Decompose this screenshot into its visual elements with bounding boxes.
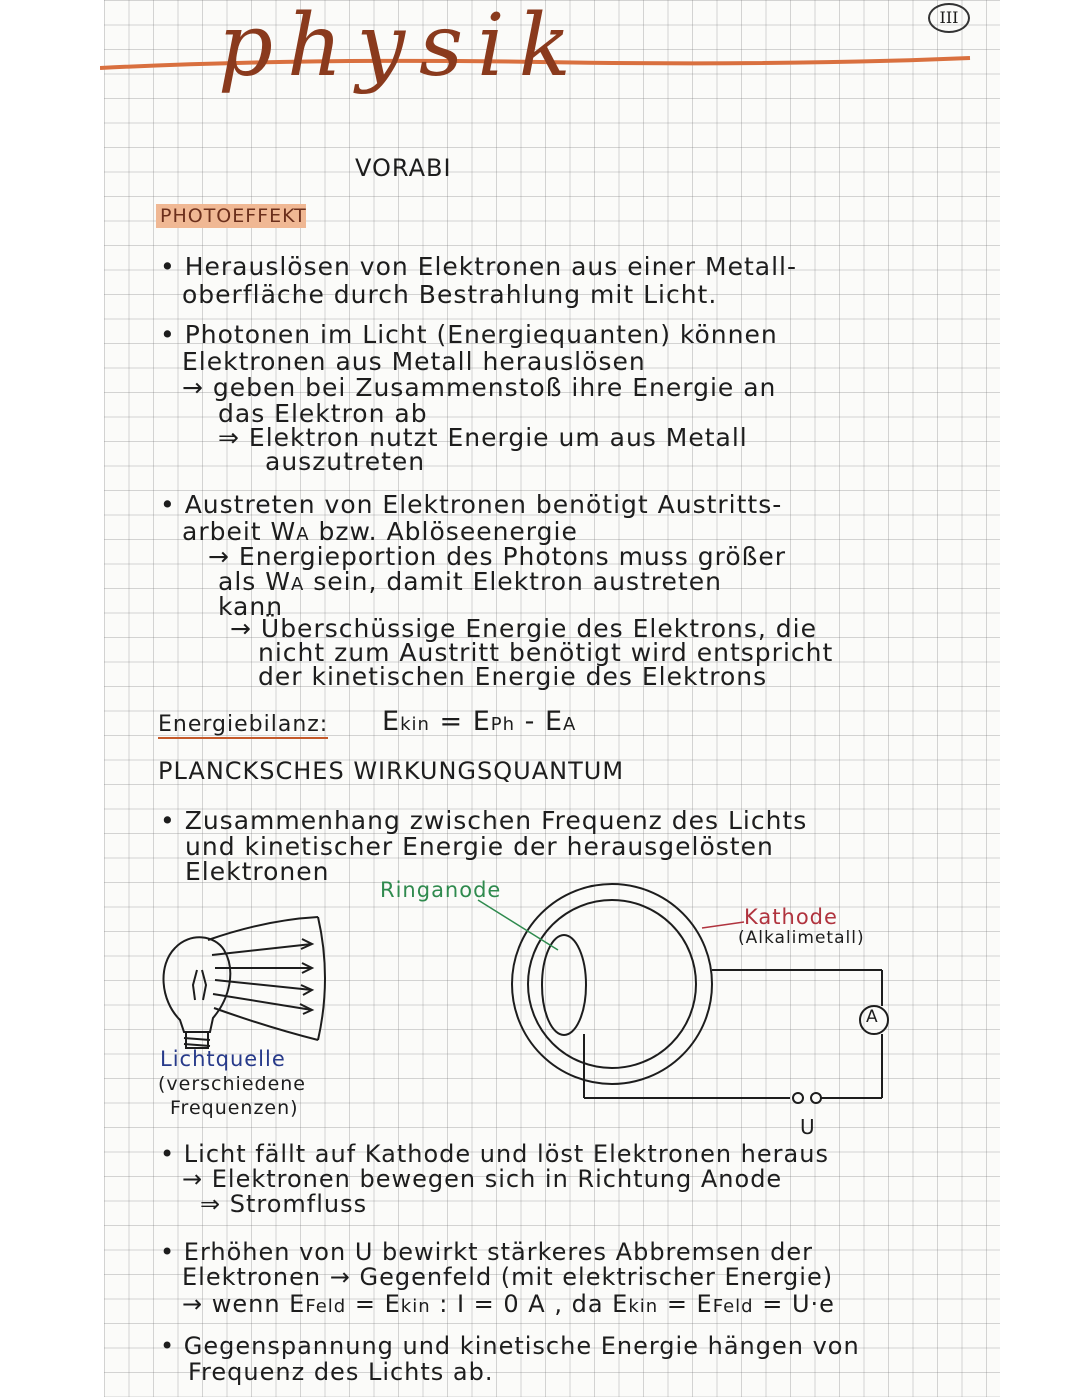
bullet3-line6: → Überschüssige Energie des Elektrons, die (230, 614, 817, 643)
when-eq: = E (346, 1290, 401, 1318)
page-title: physik (218, 0, 585, 96)
label-lichtquelle: Lichtquelle (160, 1047, 286, 1071)
bullet4-line1: • Zusammenhang zwischen Frequenz des Lichts (160, 806, 808, 835)
bullet3-sein: sein, damit Elektron austreten (304, 567, 722, 596)
bullet3-arbeit: arbeit W (182, 517, 297, 546)
bullet3-wa-sub2: A (290, 574, 305, 595)
label-ammeter: A (866, 1007, 879, 1027)
formula-eq: = E (429, 706, 491, 737)
formula-ph: Ph (490, 714, 516, 735)
when-tail: = U·e (753, 1290, 835, 1318)
when-line (182, 1290, 835, 1318)
bullet3-line5: kann (218, 592, 284, 621)
formula-minus: - E (515, 706, 563, 737)
bullet3-line3: → Energieportion des Photons muss größer (208, 542, 787, 571)
bullet3-als: als W (218, 567, 291, 596)
bullet1-line1: • Herauslösen von Elektronen aus einer Metall- (160, 252, 798, 281)
formula-e: E (382, 706, 401, 737)
when-feld2: Feld (712, 1296, 754, 1317)
circuit-wires (584, 970, 882, 1098)
section-heading-planck: PLANCKSCHES WIRKUNGSQUANTUM (158, 757, 625, 785)
label-kathode: Kathode (744, 905, 838, 929)
terminal-left (793, 1093, 803, 1103)
bullet5-line2: → Elektronen bewegen sich in Richtung Anode (182, 1165, 783, 1193)
section-heading-photoeffekt: PHOTOEFFEKT (160, 205, 307, 227)
bullet7-line2: Frequenz des Lichts ab. (188, 1358, 494, 1386)
bullet3-line1: • Austreten von Elektronen benötigt Austritts- (160, 490, 783, 519)
terminal-right (811, 1093, 821, 1103)
ring-anode-shape (542, 935, 586, 1035)
bullet4-line3: Elektronen (185, 857, 330, 886)
label-voltage-u: U (800, 1115, 816, 1139)
bullet2-line4: das Elektron ab (218, 399, 428, 428)
label-alkalimetall: (Alkalimetall) (738, 928, 865, 948)
bullet2-line5: ⇒ Elektron nutzt Energie um aus Metall (218, 423, 748, 452)
when-kin2: kin (628, 1296, 659, 1317)
bullet2-line6: auszutreten (265, 447, 426, 476)
bullet6-line1: • Erhöhen von U bewirkt stärkeres Abbremsen der (160, 1238, 814, 1266)
label-verschiedene: (verschiedene (158, 1073, 306, 1095)
bullet3-ablose: bzw. Ablöseenergie (309, 517, 578, 546)
when-feld: Feld (305, 1296, 347, 1317)
formula-kin: kin (400, 714, 430, 735)
cathode-inner-circle (528, 900, 696, 1068)
bullet5-line1: • Licht fällt auf Kathode und löst Elektronen heraus (160, 1140, 829, 1168)
bullet5-line3: ⇒ Stromfluss (200, 1190, 368, 1218)
energiebilanz-label: Energiebilanz: (158, 712, 329, 737)
when-eq2: = E (658, 1290, 713, 1318)
bullet7-line1: • Gegenspannung und kinetische Energie hängen von (160, 1332, 860, 1360)
when-result: : I = 0 A , da E (430, 1290, 629, 1318)
when-arrow: → wenn E (182, 1290, 306, 1318)
bullet1-line2: oberfläche durch Bestrahlung mit Licht. (182, 280, 718, 309)
label-frequenzen: Frequenzen) (170, 1097, 299, 1119)
bullet3-line8: der kinetischen Energie des Elektrons (258, 662, 768, 691)
bullet3-line7: nicht zum Austritt benötigt wird entspricht (258, 638, 834, 667)
label-ringanode: Ringanode (380, 878, 502, 902)
bullet2-line2: Elektronen aus Metall herauslösen (182, 347, 646, 376)
bullet4-line2: und kinetischer Energie der herausgelösten (185, 832, 774, 861)
light-rays (208, 917, 325, 1040)
formula-a: A (563, 714, 577, 735)
bullet2-line1: • Photonen im Licht (Energiequanten) können (160, 320, 778, 349)
bullet3-wa-sub: A (296, 524, 310, 545)
page-number: III (928, 3, 970, 33)
bullet2-line3: → geben bei Zusammenstoß ihre Energie an (182, 373, 777, 402)
when-kin: kin (400, 1296, 431, 1317)
bullet6-line2: Elektronen → Gegenfeld (mit elektrischer Energie) (182, 1263, 834, 1291)
subtitle: VORABI (355, 154, 452, 182)
